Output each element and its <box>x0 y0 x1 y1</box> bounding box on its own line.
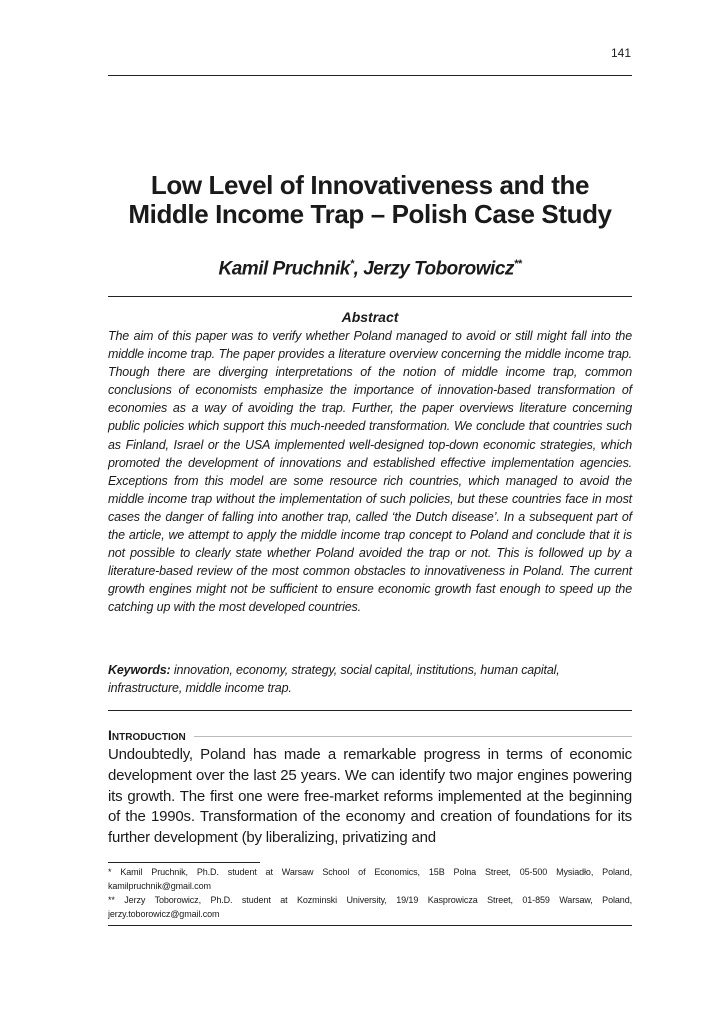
section-header <box>108 727 632 743</box>
abstract-heading: Abstract <box>341 309 399 325</box>
header-rule <box>108 75 632 76</box>
author-separator: , <box>353 258 364 280</box>
footnote: ** Jerzy Toborowicz, Ph.D. student at Kozminski University, 19/19 Kasprowicza Street, 01-859 Warsaw, Poland, jerzy.toborowicz@gmail.com <box>108 895 632 919</box>
paper-title <box>90 171 650 229</box>
footer-rule <box>108 925 632 926</box>
footnotes <box>108 866 632 922</box>
section-heading: Introduction <box>108 727 186 743</box>
introduction-text: Undoubtedly, Poland has made a remarkable progress in terms of economic development over the last 25 years. We can identify two major engines powering its growth. The first one were free-market reforms implemented at the beginning of the 1990s. Transformation of the economy and creation of foundations for its further development (by liberalizing, privatizing and <box>108 746 632 847</box>
keywords <box>108 661 632 697</box>
section-divider <box>194 736 632 737</box>
keywords-label: Keywords: <box>108 663 171 677</box>
author-name: Kamil Pruchnik <box>218 258 350 280</box>
author-list <box>108 258 632 280</box>
author-name: Jerzy Toborowicz <box>363 258 514 280</box>
footnote: * Kamil Pruchnik, Ph.D. student at Warsaw School of Economics, 15B Polna Street, 05-500 Mysiadło, Poland, kamilpruchnik@gmail.com <box>108 867 632 891</box>
title-line-1: Low Level of Innovativeness and the <box>150 170 590 200</box>
page-number: 141 <box>610 46 631 60</box>
footnote-rule <box>108 862 260 863</box>
footnote-mark: * <box>349 258 354 270</box>
abstract-rule <box>108 710 632 711</box>
title-line-2: Middle Income Trap – Polish Case Study <box>128 199 612 229</box>
authors-rule <box>108 296 632 297</box>
footnote-mark: ** <box>513 258 522 270</box>
keywords-text: innovation, economy, strategy, social capital, institutions, human capital, infrastructure, middle income trap. <box>108 663 560 696</box>
abstract-text: The aim of this paper was to verify whether Poland managed to avoid or still might fall into the middle income trap. The paper provides a literature overview concerning the middle income trap. Though there are diverging interpretations of the notion of middle income trap, common conclusions of economists emphasize the importance of innovation-based transformation of economies as a way of avoiding the trap. Further, the paper overviews literature concerning public policies which support this much-needed transformation. We conclude that countries such as Finland, Israel or the USA implemented well-designed top-down economic strategies, which promoted the development of innovations and established effective implementation agencies. Exceptions from this model are some resource rich countries, which managed to avoid the middle income trap without the implementation of such policies, but these countries face in most cases the danger of falling into another trap, called ‘the Dutch disease’. In a subsequent part of the article, we attempt to apply the middle income trap concept to Poland and conclude that it is not possible to clearly state whether Poland avoided the trap or not. This is followed up by a literature-based review of the most common obstacles to innovativeness in Poland. The current growth engines might not be sufficient to ensure economic growth fast enough to speed up the catching up with the most developed countries. <box>108 329 632 615</box>
